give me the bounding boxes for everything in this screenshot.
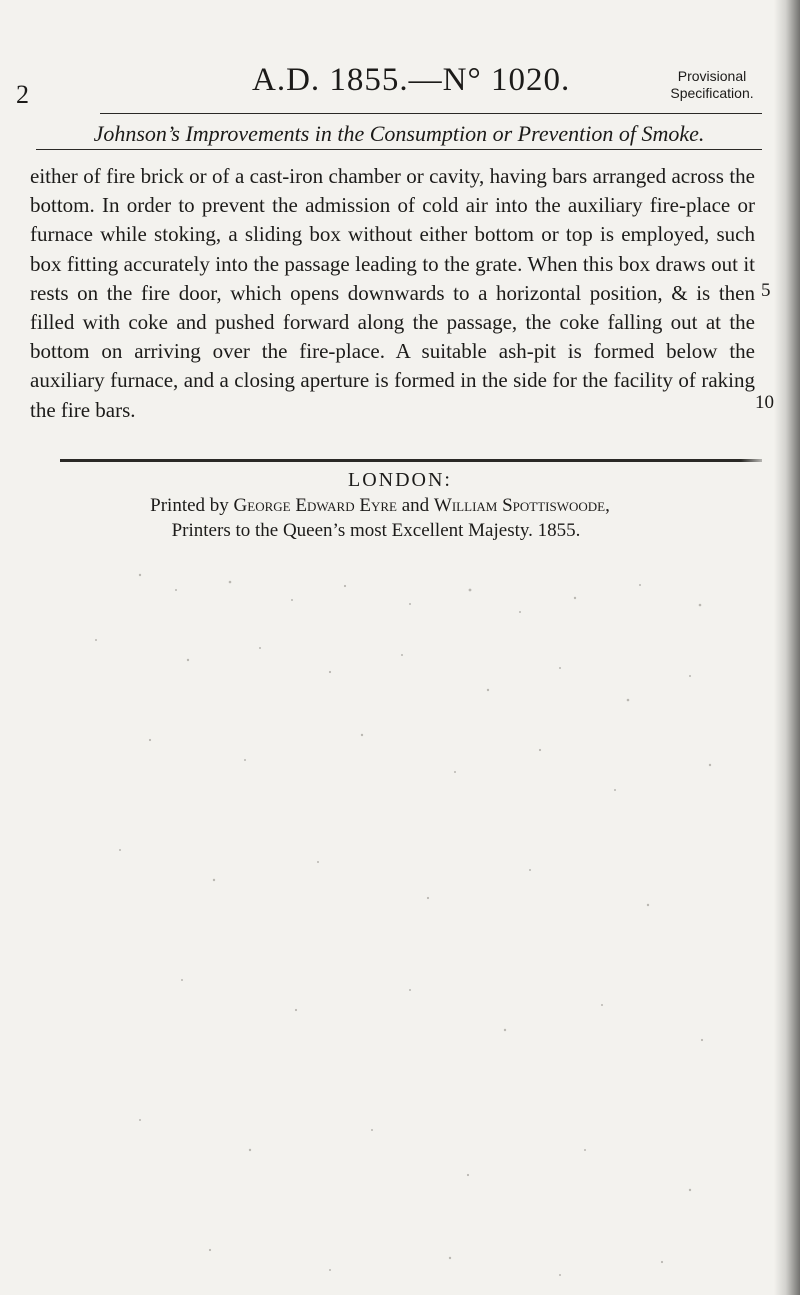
imprint-printer-2: William Spottiswoode, (433, 495, 610, 516)
imprint-city: LONDON: (348, 469, 452, 491)
imprint-and: and (401, 495, 430, 516)
imprint-printer-1: George Edward Eyre (233, 495, 397, 516)
binding-edge (774, 0, 800, 1295)
closing-rule (60, 459, 762, 462)
header-rule (100, 113, 762, 114)
specification-label-line2: Specification. (670, 85, 754, 101)
specification-label (652, 68, 772, 102)
line-number-5: 5 (761, 280, 771, 301)
document-title: A.D. 1855.—N° 1020. (252, 62, 571, 98)
running-title: Johnson’s Improvements in the Consumption or Prevention of Smoke. (93, 121, 705, 146)
line-number-10: 10 (755, 392, 774, 413)
specification-label-line1: Provisional (677, 68, 747, 84)
page-number: 2 (16, 80, 29, 109)
imprint-printers-line (0, 496, 780, 515)
body-paragraph: either of fire brick or of a cast-iron chamber or cavity, having bars arranged across the bottom. In order to prevent the admission of cold air into the auxiliary fire-place or furnace while stoking, a sliding box without either bottom or top is employed, such box fitting accurately into the passage leading to the grate. When this box draws out it rests on the fire door, which opens downwards to a horizontal position, & is then filled with coke and pushed forward along the passage, the coke falling out at the bottom on arriving over the fire-place. A suitable ash-pit is formed below the auxiliary furnace, and a closing aperture is formed in the side for the facility of raking the fire bars. (30, 164, 755, 422)
title-rule (36, 149, 762, 150)
imprint-printed-by: Printed by (150, 495, 229, 516)
imprint-majesty-line: Printers to the Queen’s most Excellent Majesty. 1855. (171, 520, 581, 541)
